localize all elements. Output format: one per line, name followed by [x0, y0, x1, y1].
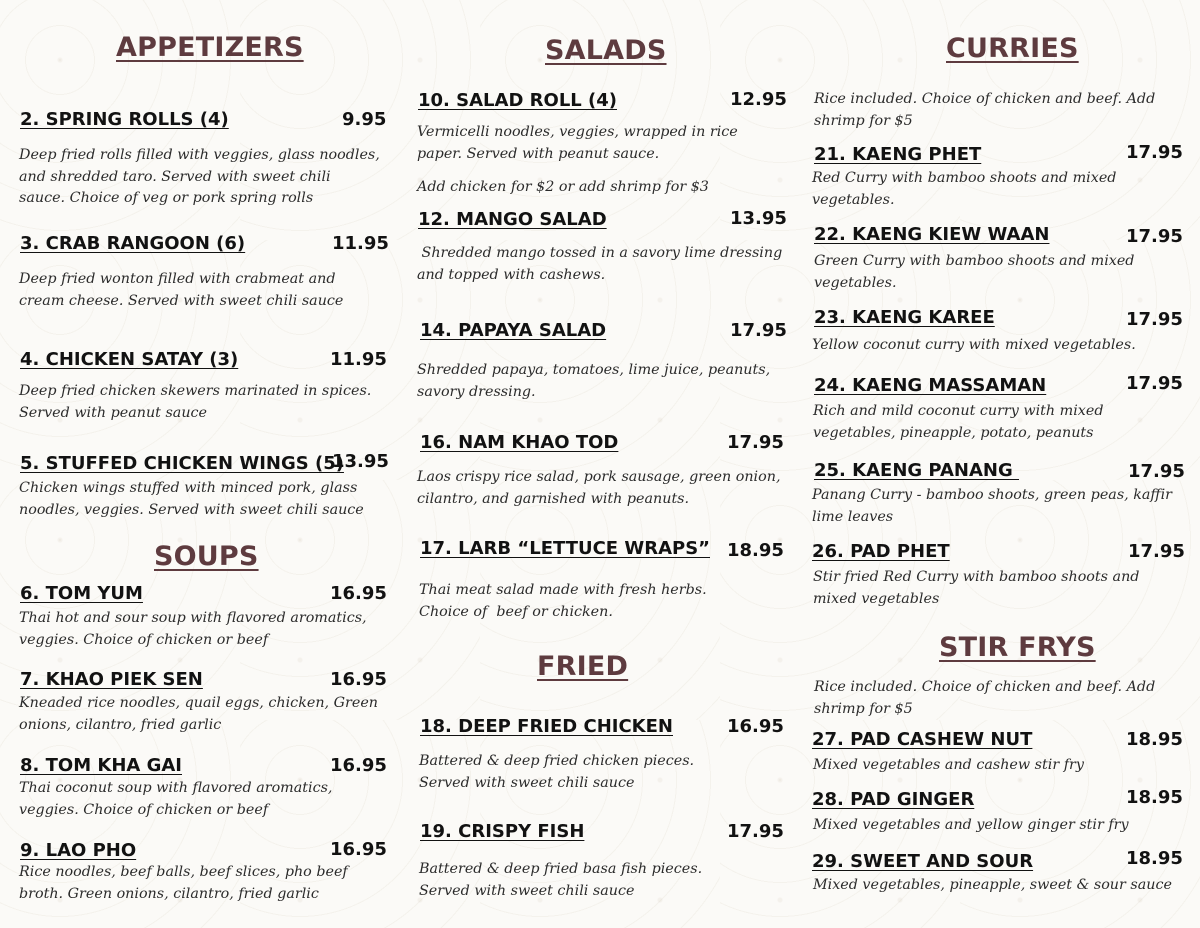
menu-item-price: 17.95: [727, 432, 784, 453]
menu-item-name: 29. SWEET AND SOUR: [812, 851, 1034, 872]
menu-item-price: 18.95: [1126, 787, 1183, 808]
menu-item-description: Rice noodles, beef balls, beef slices, pho beef broth. Green onions, cilantro, fried garlic: [19, 864, 348, 902]
menu-item-name: 7. KHAO PIEK SEN: [20, 669, 203, 690]
menu-item-price: 17.95: [730, 320, 787, 341]
menu-item-name: 16. NAM KHAO TOD: [420, 432, 619, 453]
menu-item-description: Rich and mild coconut curry with mixed vegetables, pineapple, potato, peanuts: [813, 403, 1104, 441]
menu-item-description: Battered & deep fried chicken pieces. Served with sweet chili sauce: [419, 753, 695, 791]
menu-item-price: 12.95: [730, 89, 787, 110]
menu-item-name: 2. SPRING ROLLS (4): [20, 109, 229, 130]
menu-item-name: 8. TOM KHA GAI: [20, 755, 182, 776]
menu-item-price: 16.95: [330, 669, 387, 690]
menu-item-description: Deep fried wonton filled with crabmeat and cream cheese. Served with sweet chili sauce: [19, 271, 344, 309]
menu-item-description: Mixed vegetables and cashew stir fry: [813, 757, 1084, 773]
menu-item-name: 14. PAPAYA SALAD: [420, 320, 607, 341]
menu-item-price: 16.95: [727, 716, 784, 737]
menu-item-name: 22. KAENG KIEW WAAN: [814, 224, 1050, 245]
menu-item-price: 18.95: [1126, 729, 1183, 750]
menu-item-price: 17.95: [1126, 226, 1183, 247]
section-note: Rice included. Choice of chicken and beef. Add shrimp for $5: [814, 679, 1156, 717]
menu-item-description: Stir fried Red Curry with bamboo shoots and mixed vegetables: [813, 569, 1140, 607]
menu-item-price: 18.95: [727, 540, 784, 561]
menu-item-description: Yellow coconut curry with mixed vegetables.: [812, 337, 1136, 353]
menu-item-price: 11.95: [332, 233, 389, 254]
menu-item-name: 27. PAD CASHEW NUT: [812, 729, 1033, 750]
section-note: Rice included. Choice of chicken and beef. Add shrimp for $5: [814, 91, 1156, 129]
menu-item-price: 13.95: [332, 451, 389, 472]
salads-heading: SALADS: [545, 35, 667, 66]
menu-item-price: 16.95: [330, 839, 387, 860]
menu-item-name: 25. KAENG PANANG: [814, 460, 1020, 481]
menu-item-price: 17.95: [1126, 373, 1183, 394]
menu-item-description: Red Curry with bamboo shoots and mixed vegetables.: [812, 170, 1117, 208]
menu-item-name: 12. MANGO SALAD: [418, 209, 607, 230]
soups-heading: SOUPS: [154, 541, 259, 572]
menu-item-description: Shredded mango tossed in a savory lime dressing and topped with cashews.: [417, 245, 787, 283]
menu-item-description: Vermicelli noodles, veggies, wrapped in rice paper. Served with peanut sauce.: [417, 124, 738, 162]
stir-frys-heading: STIR FRYS: [939, 632, 1096, 663]
menu-item-description: Shredded papaya, tomatoes, lime juice, peanuts, savory dressing.: [417, 362, 771, 400]
menu-item-description: Laos crispy rice salad, pork sausage, green onion, cilantro, and garnished with peanuts.: [417, 469, 781, 507]
menu-item-description: Battered & deep fried basa fish pieces. Served with sweet chili sauce: [419, 861, 703, 899]
menu-item-description: Panang Curry - bamboo shoots, green peas, kaffir lime leaves: [812, 487, 1172, 525]
menu-item-description: Thai meat salad made with fresh herbs. Choice of beef or chicken.: [419, 582, 712, 620]
menu-item-name: 24. KAENG MASSAMAN: [814, 375, 1047, 396]
menu-item-extra: Add chicken for $2 or add shrimp for $3: [417, 179, 709, 195]
menu-item-name: 26. PAD PHET: [812, 541, 950, 562]
menu-item-name: 9. LAO PHO: [20, 840, 137, 861]
menu-item-name: 23. KAENG KAREE: [814, 307, 995, 328]
menu-item-name: 18. DEEP FRIED CHICKEN: [420, 716, 673, 737]
menu-item-name: 21. KAENG PHET: [814, 144, 982, 165]
menu-item-name: 28. PAD GINGER: [812, 789, 975, 810]
menu-item-price: 16.95: [330, 755, 387, 776]
menu-item-price: 17.95: [1126, 142, 1183, 163]
menu-item-price: 11.95: [330, 349, 387, 370]
menu-item-price: 16.95: [330, 583, 387, 604]
menu-item-description: Thai coconut soup with flavored aromatics, veggies. Choice of chicken or beef: [19, 780, 333, 818]
menu-item-name: 10. SALAD ROLL (4): [418, 90, 618, 111]
menu-item-price: 17.95: [727, 821, 784, 842]
menu-item-name: 3. CRAB RANGOON (6): [20, 233, 246, 254]
menu-item-name: 17. LARB “LETTUCE WRAPS”: [420, 538, 710, 559]
appetizers-heading: APPETIZERS: [116, 32, 304, 63]
menu-item-description: Deep fried rolls filled with veggies, glass noodles, and shredded taro. Served with sweet chili sauce. Choice of veg or pork spring rolls: [19, 147, 380, 206]
menu-item-description: Mixed vegetables, pineapple, sweet & sour sauce: [813, 877, 1172, 893]
curries-heading: CURRIES: [946, 33, 1079, 64]
menu-item-price: 13.95: [730, 208, 787, 229]
menu-item-price: 17.95: [1128, 461, 1185, 482]
menu-item-price: 9.95: [342, 109, 387, 130]
menu-item-name: 19. CRISPY FISH: [420, 821, 585, 842]
menu-item-name: 5. STUFFED CHICKEN WINGS (5): [20, 453, 344, 474]
menu-item-name: 6. TOM YUM: [20, 583, 143, 604]
menu-item-description: Kneaded rice noodles, quail eggs, chicken, Green onions, cilantro, fried garlic: [19, 695, 378, 733]
menu-item-description: Mixed vegetables and yellow ginger stir fry: [813, 817, 1129, 833]
menu-item-price: 17.95: [1128, 541, 1185, 562]
fried-heading: FRIED: [537, 651, 629, 682]
menu-item-name: 4. CHICKEN SATAY (3): [20, 349, 239, 370]
menu-item-price: 18.95: [1126, 848, 1183, 869]
menu-item-description: Deep fried chicken skewers marinated in spices. Served with peanut sauce: [19, 383, 372, 421]
menu-item-description: Thai hot and sour soup with flavored aromatics, veggies. Choice of chicken or beef: [19, 610, 367, 648]
menu-item-price: 17.95: [1126, 309, 1183, 330]
menu-item-description: Chicken wings stuffed with minced pork, glass noodles, veggies. Served with sweet chili sauce: [19, 480, 364, 518]
menu-item-description: Green Curry with bamboo shoots and mixed vegetables.: [814, 253, 1135, 291]
